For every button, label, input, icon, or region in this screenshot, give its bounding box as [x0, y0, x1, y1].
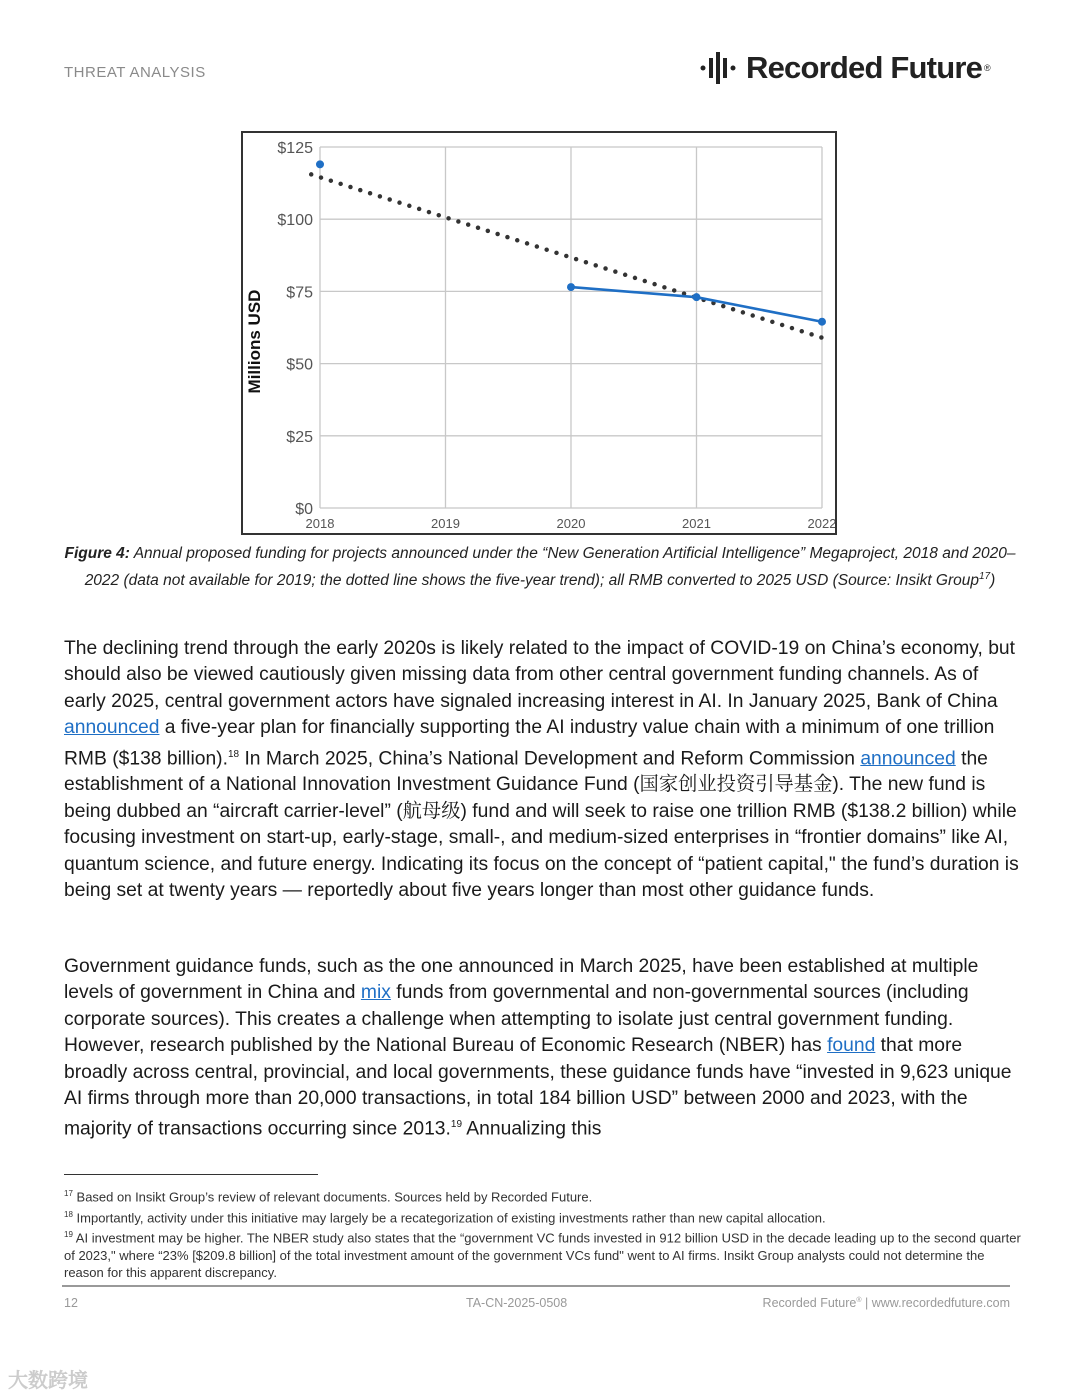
- fn-num: 18: [64, 1209, 73, 1219]
- y-tick-label: $50: [286, 356, 313, 374]
- y-tick-label: $125: [277, 140, 313, 157]
- footnote-divider: [64, 1174, 318, 1175]
- recorded-future-logo[interactable]: [700, 50, 990, 86]
- paragraph-2: [64, 954, 1019, 1143]
- logo-registered: ®: [984, 63, 990, 73]
- chart-svg: [243, 133, 835, 533]
- y-tick-label: $75: [286, 284, 313, 302]
- logo-text: Recorded Future: [746, 50, 983, 85]
- logo-mark-icon: [700, 50, 740, 86]
- text: Government guidance funds, such as the one announced in March 2025, have been established at multiple levels of government in China and: [64, 956, 979, 1004]
- figure-caption: [64, 543, 1016, 592]
- footnote-ref-18: 18: [227, 748, 240, 760]
- text: a five-year plan for financially supporting the AI industry value chain with a minimum of one trillion RMB ($138 billion).: [64, 717, 995, 770]
- footnote-18: [64, 1206, 1024, 1227]
- text: The declining trend through the early 2020s is likely related to the impact of COVID-19 on China’s economy, but should also be viewed cautiously given missing data from other central government funding channels. As of early 2025, central government actors have signaled increasing interest in AI. In January 2025, Bank of China: [64, 638, 1016, 712]
- announced-link-1[interactable]: announced: [64, 717, 160, 739]
- paragraph-1: [64, 636, 1019, 904]
- doc-id: TA-CN-2025-0508: [466, 1296, 568, 1310]
- footer-url[interactable]: www.recordedfuture.com: [871, 1296, 1010, 1310]
- y-tick-label: $100: [277, 212, 313, 230]
- data-point: [693, 293, 701, 301]
- page-number: 12: [64, 1296, 78, 1310]
- data-point: [316, 160, 324, 168]
- fn-text: Based on Insikt Group’s review of relevant documents. Sources held by Recorded Future.: [72, 1189, 593, 1205]
- y-axis-label: Millions USD: [245, 289, 264, 394]
- footer-brand: [763, 1296, 1010, 1310]
- x-tick-label: 2022: [807, 516, 835, 531]
- text: that more broadly across central, provincial, and local governments, these guidance funds have “invested in 9,623 unique AI firms through more than 20,000 transactions, in total 184 billion USD” between 2000 and 2023, with the majority of transactions occurring since 2013.: [64, 1035, 1012, 1140]
- text: funds from governmental and non-governmental sources (including corporate sources). This creates a challenge when attempting to isolate just central government funding. However, research published by the National Bureau of Economic Research (NBER) has: [64, 982, 969, 1057]
- caption-text: Annual proposed funding for projects announced under the “New Generation Artificial Intelligence” Megaproject, 2018 and 2020–2022 (data not available for 2019; the dotted line shows the five-year trend); all RMB converted to 2025 USD (Source: Insikt Group: [84, 545, 1016, 589]
- caption-label: Figure 4:: [64, 545, 130, 562]
- fn-text: AI investment may be higher. The NBER study also states that the “government VC funds invested in 912 billion USD in the decade leading up to the second quarter of 2023," where “23% [$209.8 billion] of the total investment amount of the government VCs fund" went to AI firms. Insikt Group analysts could not determine the reason for this apparent discrepancy.: [64, 1230, 1021, 1280]
- x-tick-label: 2018: [305, 516, 335, 531]
- text: In March 2025, China’s National Development and Reform Commission: [239, 748, 861, 770]
- footnote-19: [64, 1226, 1024, 1281]
- text: Annualizing this: [462, 1118, 602, 1140]
- fn-num: 19: [64, 1230, 73, 1240]
- watermark: 大数跨境: [8, 1370, 88, 1392]
- section-label: THREAT ANALYSIS: [64, 64, 206, 81]
- found-link[interactable]: found: [827, 1035, 876, 1057]
- sep: |: [861, 1296, 872, 1310]
- footer-divider: [62, 1285, 1010, 1287]
- announced-link-2[interactable]: announced: [860, 748, 956, 770]
- y-tick-label: $25: [286, 428, 313, 446]
- footnotes: [64, 1185, 1024, 1281]
- x-tick-label: 2021: [682, 516, 711, 531]
- fn-num: 17: [64, 1189, 73, 1198]
- x-tick-label: 2020: [556, 516, 586, 531]
- brand-mark: ®: [856, 1296, 862, 1304]
- x-tick-label: 2019: [431, 516, 460, 531]
- brand: Recorded Future: [762, 1296, 857, 1310]
- y-tick-label: $0: [295, 501, 313, 518]
- mix-link[interactable]: mix: [360, 982, 391, 1004]
- funding-chart: [241, 131, 837, 535]
- text: the establishment of a National Innovation Investment Guidance Fund (国家创业投资引导基金). The new fund is being dubbed an “aircraft carrier-level” (航母级) fund and will seek to raise one trillion RMB ($138.2 billion) while focusing investment on start-up, early-stage, small-, and medium-sized enterprises in “frontier domains” like AI, quantum science, and future energy. Indicating its focus on the concept of “patient capital," the fund’s duration is being set at twenty years — reportedly about five years longer than most other guidance funds.: [64, 748, 1019, 902]
- caption-footnote-ref: 17: [979, 570, 991, 582]
- data-point: [567, 283, 575, 291]
- footnote-17: [64, 1185, 1024, 1206]
- caption-end: ): [990, 571, 996, 589]
- data-point: [818, 318, 826, 326]
- footnote-ref-19: 19: [450, 1119, 463, 1131]
- fn-text: Importantly, activity under this initiative may largely be a recategorization of existing investments rather than new capital allocation.: [72, 1209, 826, 1225]
